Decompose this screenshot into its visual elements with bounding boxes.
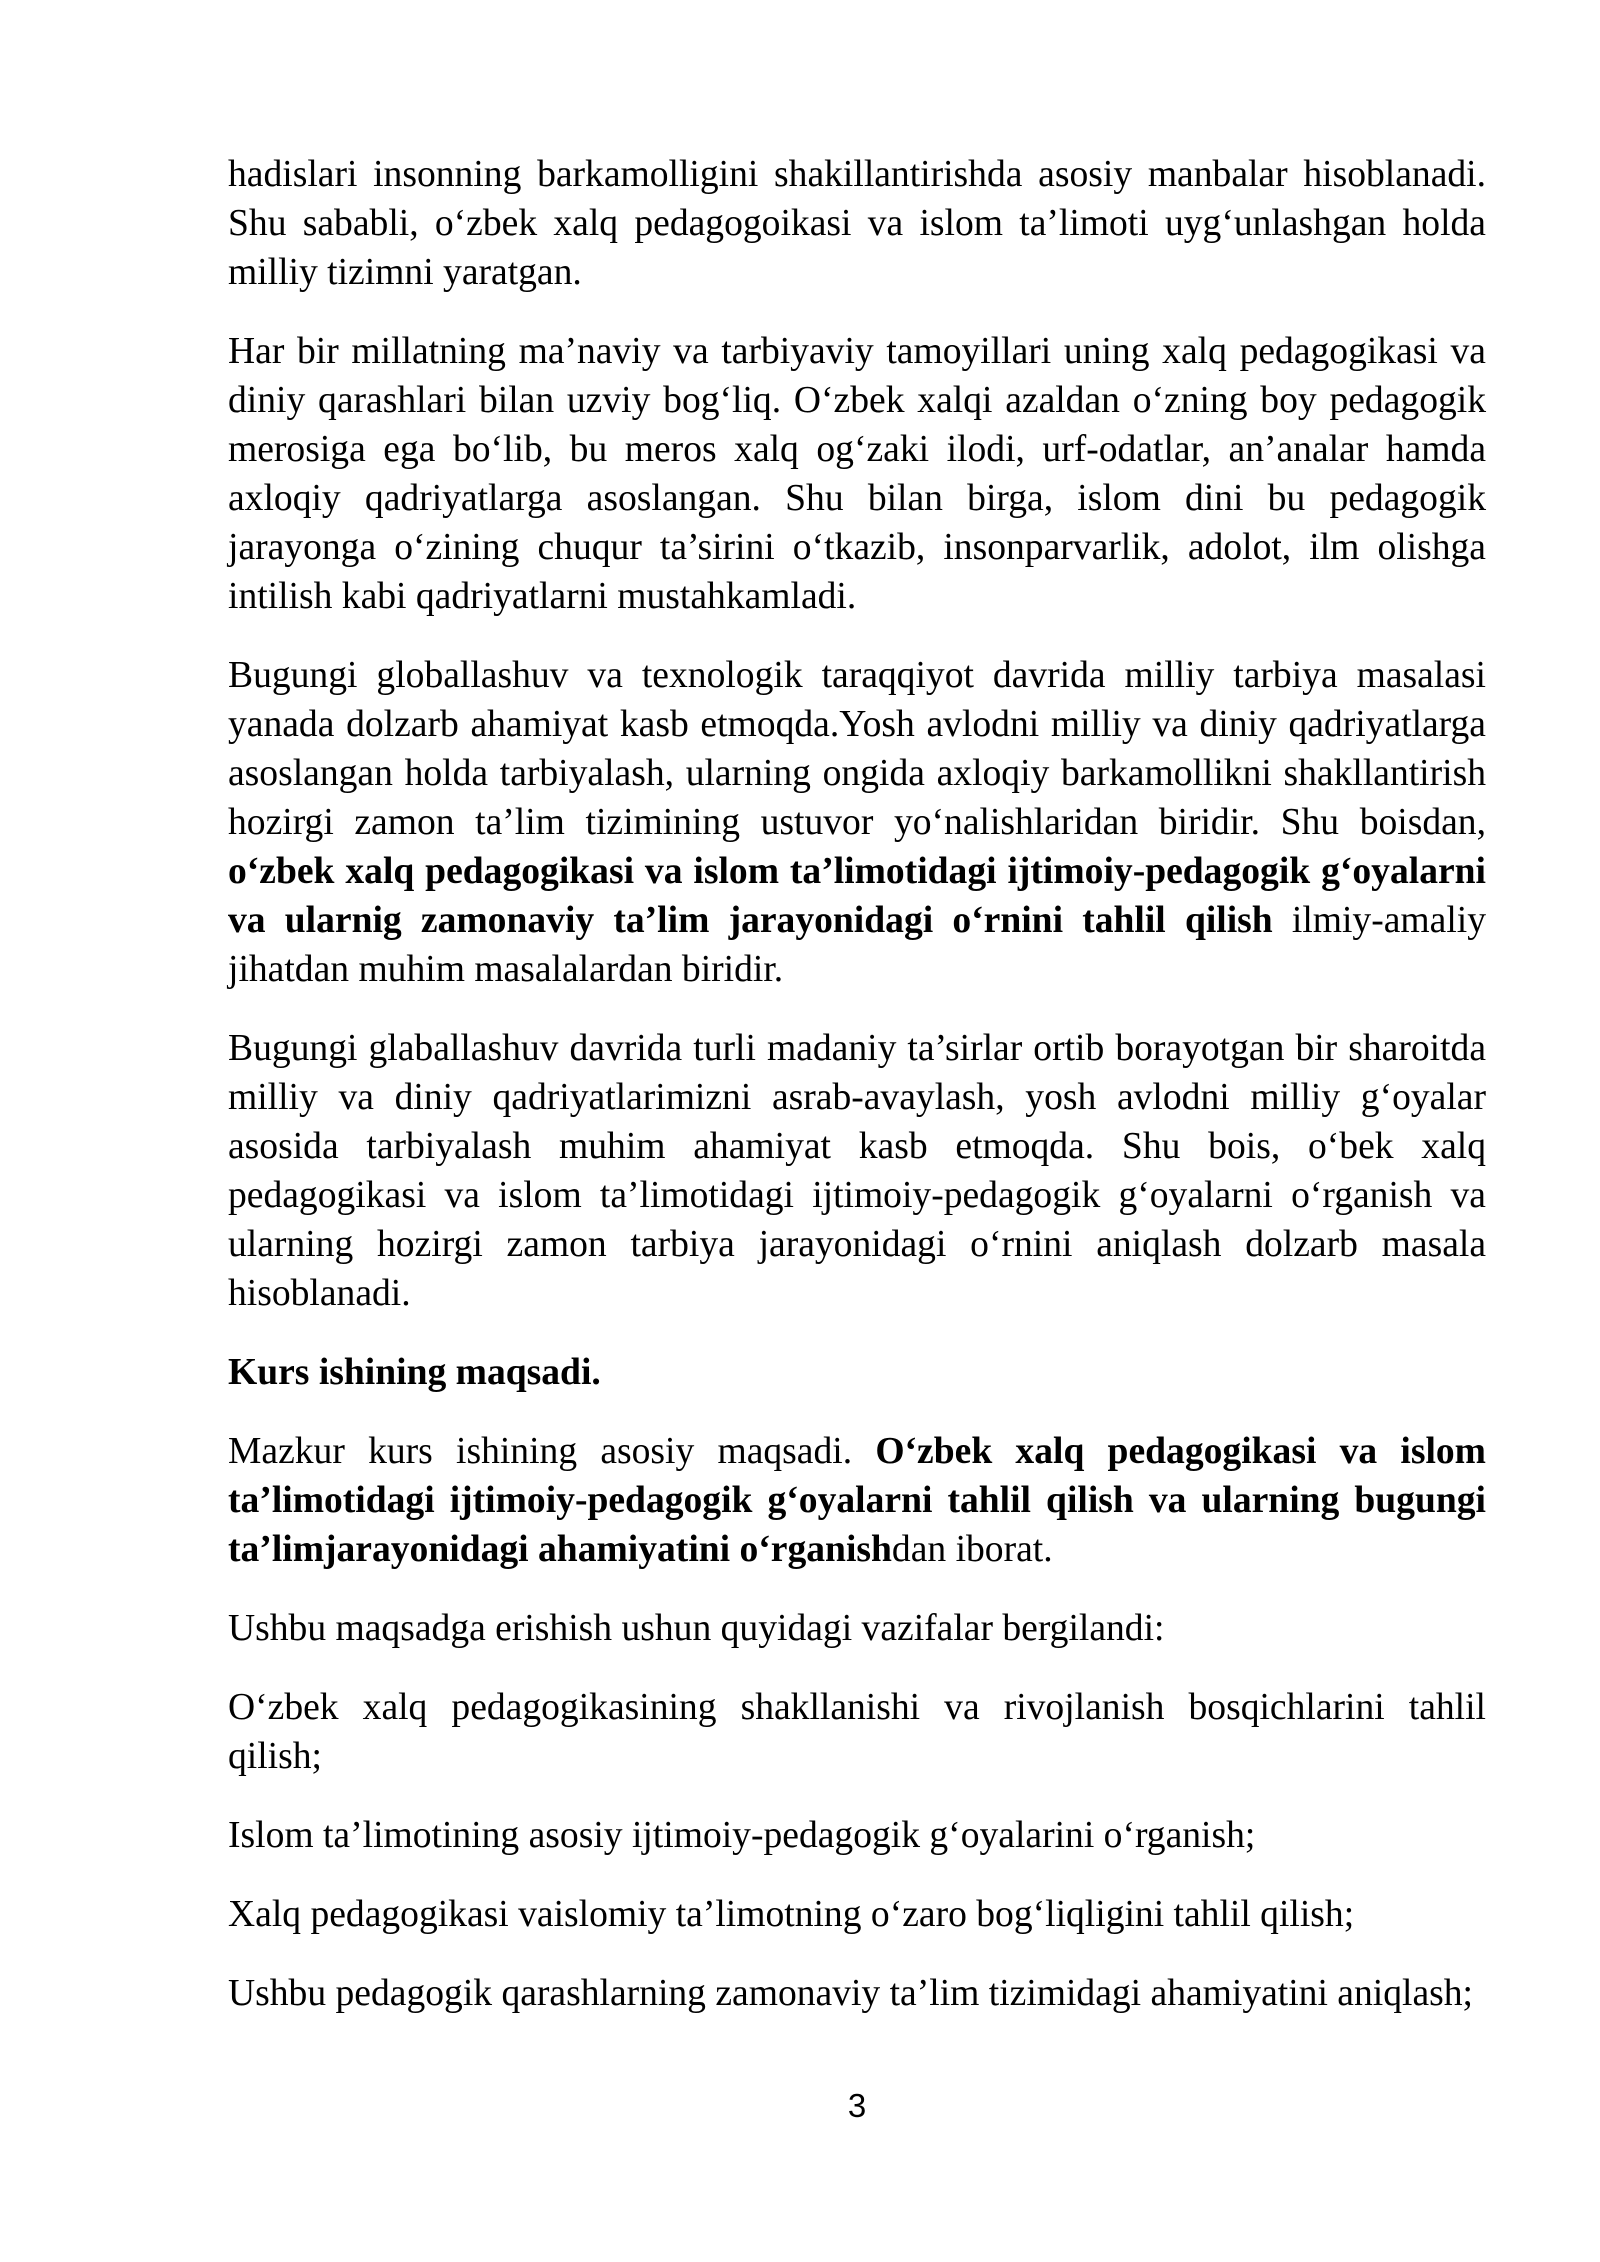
section-heading-kurs-maqsadi <box>228 1348 1486 1397</box>
paragraph-3 <box>228 651 1486 994</box>
paragraph-4 <box>228 1024 1486 1318</box>
paragraph-1 <box>228 150 1486 297</box>
paragraph-4-text: Bugungi glaballashuv davrida turli madaniy ta’sirlar ortib borayotgan bir sharoitda milliy va diniy qadriyatlarimizni asrab-avaylash, yosh avlodni milliy g‘oyalar asosida tarbiyalash muhim ahamiyat kasb etmoqda. Shu bois, o‘bek xalq pedagogikasi va islom ta’limotidagi ijtimoiy-pedagogik g‘oyalarni o‘rganish va ularning hozirgi zamon tarbiya jarayonidagi o‘rnini aniqlash dolzarb masala hisoblanadi. <box>228 1028 1486 1314</box>
paragraph-5-text: Mazkur kurs ishining asosiy maqsadi. <box>228 1431 876 1472</box>
paragraph-2 <box>228 327 1486 621</box>
paragraph-1-text: hadislari insonning barkamolligini shakillantirishda asosiy manbalar hisoblanadi. Shu sababli, o‘zbek xalq pedagogoikasi va islom ta’limoti uyg‘unlashgan holda milliy tizimni yaratgan. <box>228 154 1486 293</box>
paragraph-2-text: Har bir millatning ma’naviy va tarbiyaviy tamoyillari uning xalq pedagogikasi va diniy qarashlari bilan uzviy bog‘liq. O‘zbek xalqi azaldan o‘zning boy pedagogik merosiga ega bo‘lib, bu meros xalq og‘zaki ilodi, urf-odatlar, an’analar hamda axloqiy qadriyatlarga asoslangan. Shu bilan birga, islom dini bu pedagogik jarayonga o‘zining chuqur ta’sirini o‘tkazib, insonparvarlik, adolot, ilm olishga intilish kabi qadriyatlarni mustahkamladi. <box>228 331 1486 617</box>
task-item-2 <box>228 1811 1486 1860</box>
task-item-2-text: Islom ta’limotining asosiy ijtimoiy-pedagogik g‘oyalarini o‘rganish; <box>228 1815 1256 1856</box>
paragraph-3-bold-text: o‘zbek xalq pedagogikasi va islom ta’limotidagi ijtimoiy-pedagogik g‘oyalarni va ularnig zamonaviy ta’lim jarayonidagi o‘rnini tahlil qilish <box>228 851 1486 941</box>
section-heading-text: Kurs ishining maqsadi. <box>228 1352 601 1393</box>
paragraph-5-bold-text: O‘zbek xalq pedagogikasi va islom ta’limotidagi ijtimoiy-pedagogik g‘oyalarni tahlil qilish va ularning bugungi ta’limjarayonidagi ahamiyatini o‘rganish <box>228 1431 1486 1570</box>
paragraph-3-text-end: ilmiy-amaliy jihatdan muhim masalalardan biridir. <box>228 900 1486 990</box>
paragraph-tasks-intro-text: Ushbu maqsadga erishish ushun quyidagi vazifalar bergilandi: <box>228 1608 1165 1649</box>
paragraph-tasks-intro <box>228 1604 1486 1653</box>
task-item-3 <box>228 1890 1486 1939</box>
task-item-1 <box>228 1683 1486 1781</box>
task-item-1-text: O‘zbek xalq pedagogikasining shakllanishi va rivojlanish bosqichlarini tahlil qilish; <box>228 1687 1486 1777</box>
paragraph-5-text-end: dan iborat. <box>891 1529 1053 1570</box>
task-item-4 <box>228 1969 1486 2018</box>
task-item-4-text: Ushbu pedagogik qarashlarning zamonaviy ta’lim tizimidagi ahamiyatini aniqlash; <box>228 1973 1473 2014</box>
paragraph-5 <box>228 1427 1486 1574</box>
task-item-3-text: Xalq pedagogikasi vaislomiy ta’limotning o‘zaro bog‘liqligini tahlil qilish; <box>228 1894 1355 1935</box>
page-number: 3 <box>847 2087 867 2124</box>
paragraph-3-text: Bugungi globallashuv va texnologik taraqqiyot davrida milliy tarbiya masalasi yanada dolzarb ahamiyat kasb etmoqda.Yosh avlodni milliy va diniy qadriyatlarga asoslangan holda tarbiyalash, ularning ongida axloqiy barkamollikni shakllantirish hozirgi zamon ta’lim tizimining ustuvor yo‘nalishlaridan biridir. Shu boisdan, <box>228 655 1486 843</box>
